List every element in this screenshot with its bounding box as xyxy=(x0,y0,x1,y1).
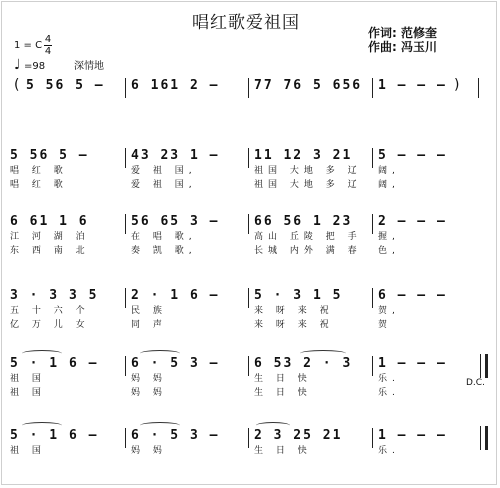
barline xyxy=(372,78,373,98)
lyric-verse-2: 色, xyxy=(378,246,400,256)
lyric-verse-1: 在 唱 歌, xyxy=(131,232,197,242)
barline xyxy=(248,78,249,98)
barline xyxy=(248,356,249,376)
measure xyxy=(10,214,90,258)
intro-open-paren: ( xyxy=(14,77,20,93)
notes: 43 23 1 – xyxy=(131,148,220,163)
notes: 5 · 3 1 5 xyxy=(254,288,343,303)
notes: 6 161 2 – xyxy=(131,78,220,93)
measure xyxy=(10,288,98,332)
lyric-verse-2: 亿 万 儿 女 xyxy=(10,320,90,330)
lyric-verse-2: 祖国 大地 多 辽 xyxy=(254,180,362,190)
lyric-verse-1: 爱 祖 国, xyxy=(131,166,197,176)
measure xyxy=(378,288,447,332)
lyric-verse-2: 乐. xyxy=(378,388,400,398)
lyric-verse-1: 阔, xyxy=(378,166,400,176)
notes: 77 76 5 656 xyxy=(254,78,363,93)
lyric-verse-1: 民 族 xyxy=(131,306,167,316)
measure xyxy=(10,148,89,192)
barline xyxy=(125,356,126,376)
lyric-verse-1: 妈 妈 xyxy=(131,446,167,456)
measure xyxy=(10,428,98,458)
final-double-barline xyxy=(480,426,488,450)
barline xyxy=(372,214,373,234)
tempo-marking: =98 xyxy=(24,61,46,72)
intro-measure-2 xyxy=(131,78,219,94)
measure xyxy=(378,148,447,192)
quarter-note-icon: ♩ xyxy=(14,57,21,73)
measure xyxy=(254,148,362,192)
barline xyxy=(125,78,126,98)
notes: 5 56 5 – xyxy=(26,78,105,93)
lyric-verse-2: 唱 红 歌 xyxy=(10,180,68,190)
notes: 11 12 3 21 xyxy=(254,148,353,163)
notes: 1 – – – xyxy=(378,428,447,443)
notes: 5 – – – xyxy=(378,148,447,163)
lyric-verse-1: 妈 妈 xyxy=(131,374,167,384)
barline xyxy=(125,428,126,448)
measure xyxy=(254,428,342,458)
measure xyxy=(10,356,98,400)
notes: 3 · 3 3 5 xyxy=(10,288,99,303)
notes: 5 · 1 6 – xyxy=(10,356,99,371)
notes: 66 56 1 23 xyxy=(254,214,353,229)
lyricist-credit: 作词: 范修奎 xyxy=(368,26,437,40)
lyric-verse-1: 生 日 快 xyxy=(254,374,312,384)
measure xyxy=(131,214,219,258)
final-double-barline xyxy=(480,354,488,378)
notes: 5 56 5 – xyxy=(10,148,89,163)
measure xyxy=(254,214,362,258)
lyric-verse-2: 祖 国 xyxy=(10,388,46,398)
barline xyxy=(372,356,373,376)
barline xyxy=(372,288,373,308)
intro-measure-3 xyxy=(254,78,362,94)
expression-marking: 深情地 xyxy=(74,61,104,72)
lyric-verse-2: 生 日 快 xyxy=(254,388,312,398)
time-top: 4 xyxy=(44,34,52,45)
notes: 5 · 1 6 – xyxy=(10,428,99,443)
lyric-verse-1: 五 十 六 个 xyxy=(10,306,90,316)
lyric-verse-1: 唱 红 歌 xyxy=(10,166,68,176)
lyric-verse-1: 祖 国 xyxy=(10,374,46,384)
notes: 2 · 1 6 – xyxy=(131,288,220,303)
intro-measure-1 xyxy=(26,78,105,94)
notes: 1 – – – xyxy=(378,356,447,371)
lyric-verse-2: 贺 xyxy=(378,320,393,330)
lyric-verse-1: 祖 国 xyxy=(10,446,46,456)
notes: 6 · 5 3 – xyxy=(131,428,220,443)
lyric-verse-2: 爱 祖 国, xyxy=(131,180,197,190)
barline xyxy=(125,288,126,308)
composer-credit: 作曲: 冯玉川 xyxy=(368,40,437,54)
barline xyxy=(248,288,249,308)
lyric-verse-2: 长城 内外 满 春 xyxy=(254,246,362,256)
lyric-verse-2: 东 西 南 北 xyxy=(10,246,90,256)
lyric-verse-1: 来 呀 来 祝 xyxy=(254,306,334,316)
notes: 2 3 25 21 xyxy=(254,428,343,443)
measure xyxy=(254,288,342,332)
measure xyxy=(131,148,219,192)
time-bottom: 4 xyxy=(44,46,52,57)
lyric-verse-1: 祖国 大地 多 辽 xyxy=(254,166,362,176)
notes: 6 61 1 6 xyxy=(10,214,89,229)
song-title: 唱红歌爱祖国 xyxy=(192,13,300,33)
barline xyxy=(372,428,373,448)
lyric-verse-1: 乐. xyxy=(378,446,400,456)
notes: 6 – – – xyxy=(378,288,447,303)
measure xyxy=(378,428,447,458)
lyric-verse-1: 握, xyxy=(378,232,400,242)
lyric-verse-1: 江 河 湖 泊 xyxy=(10,232,90,242)
lyric-verse-2: 来 呀 来 祝 xyxy=(254,320,334,330)
intro-close-paren: ) xyxy=(454,77,460,93)
measure xyxy=(378,356,447,400)
lyric-verse-1: 贺, xyxy=(378,306,400,316)
intro-measure-4 xyxy=(378,78,447,94)
lyric-verse-1: 高山 丘陵 把 手 xyxy=(254,232,362,242)
measure xyxy=(131,288,219,332)
barline xyxy=(248,148,249,168)
measure xyxy=(254,356,352,400)
dc-marking: D.C. xyxy=(466,378,485,388)
lyric-verse-2: 奏 凯 歌, xyxy=(131,246,197,256)
lyric-verse-1: 乐. xyxy=(378,374,400,384)
notes: 6 · 5 3 – xyxy=(131,356,220,371)
barline xyxy=(248,428,249,448)
time-signature xyxy=(44,34,52,57)
notes: 1 – – – xyxy=(378,78,447,93)
measure xyxy=(378,214,447,258)
barline xyxy=(248,214,249,234)
notes: 56 65 3 – xyxy=(131,214,220,229)
lyric-verse-2: 妈 妈 xyxy=(131,388,167,398)
barline xyxy=(125,148,126,168)
barline xyxy=(372,148,373,168)
notes: 6 53 2 · 3 xyxy=(254,356,353,371)
measure xyxy=(131,356,219,400)
lyric-verse-2: 阔, xyxy=(378,180,400,190)
barline xyxy=(478,78,479,98)
lyric-verse-2: 同 声 xyxy=(131,320,167,330)
lyric-verse-1: 生 日 快 xyxy=(254,446,312,456)
barline xyxy=(125,214,126,234)
notes: 2 – – – xyxy=(378,214,447,229)
key-signature: 1 = C xyxy=(14,40,43,51)
measure xyxy=(131,428,219,458)
